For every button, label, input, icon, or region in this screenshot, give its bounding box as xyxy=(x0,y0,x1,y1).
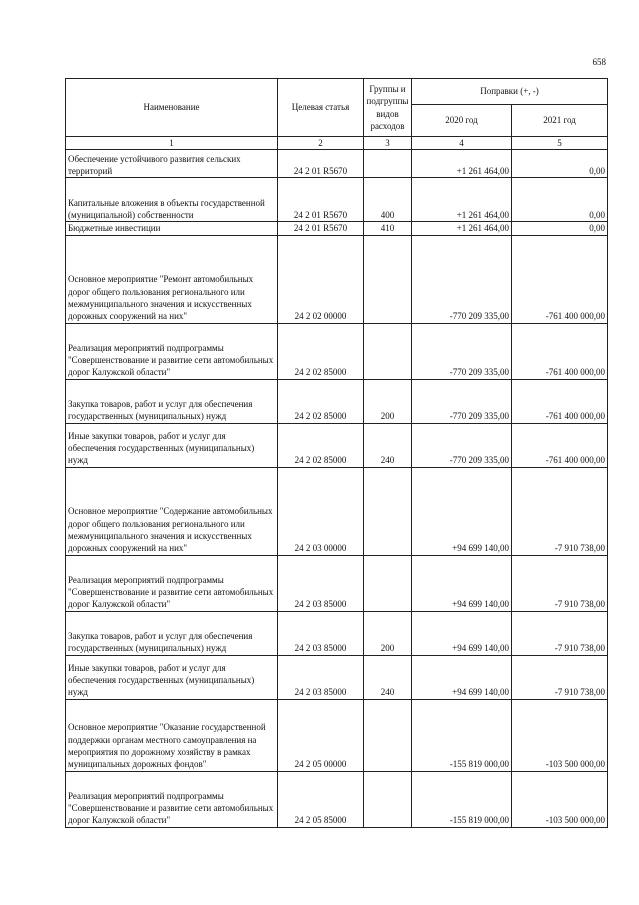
row-code: 24 2 03 85000 xyxy=(278,611,364,655)
table-row xyxy=(66,379,608,423)
row-group xyxy=(364,467,412,555)
row-2020: -770 209 335,00 xyxy=(412,423,512,467)
table-row xyxy=(66,323,608,379)
row-2020: +94 699 140,00 xyxy=(412,467,512,555)
header-name: Наименование xyxy=(66,79,278,137)
row-name: Реализация мероприятий подпрограммы "Совершенствование и развитие сети автомобильных дорог Калужской области" xyxy=(66,555,278,611)
row-2021: -761 400 000,00 xyxy=(512,379,608,423)
row-name: Реализация мероприятий подпрограммы "Совершенствование и развитие сети автомобильных дорог Калужской области" xyxy=(66,771,278,827)
row-name: Закупка товаров, работ и услуг для обеспечения государственных (муниципальных) нужд xyxy=(66,379,278,423)
table-row xyxy=(66,655,608,699)
row-2021: 0,00 xyxy=(512,222,608,235)
row-code: 24 2 05 00000 xyxy=(278,699,364,771)
row-name: Бюджетные инвестиции xyxy=(66,222,278,235)
column-index: 3 xyxy=(364,137,412,150)
row-2020: +94 699 140,00 xyxy=(412,655,512,699)
row-2020: -770 209 335,00 xyxy=(412,323,512,379)
header-corrections: Поправки (+, -) xyxy=(412,79,608,105)
row-2020: +94 699 140,00 xyxy=(412,611,512,655)
row-name: Основное мероприятие "Ремонт автомобильных дорог общего пользования регионального или межмуниципального значения и искусственных дорожных сооружений на них" xyxy=(66,235,278,323)
row-2021: -761 400 000,00 xyxy=(512,423,608,467)
row-2021: -7 910 738,00 xyxy=(512,467,608,555)
row-2020: +1 261 464,00 xyxy=(412,222,512,235)
row-code: 24 2 02 85000 xyxy=(278,423,364,467)
row-group: 200 xyxy=(364,611,412,655)
row-code: 24 2 02 00000 xyxy=(278,235,364,323)
table-row xyxy=(66,150,608,178)
row-2021: -103 500 000,00 xyxy=(512,699,608,771)
row-2020: -155 819 000,00 xyxy=(412,771,512,827)
row-code: 24 2 01 R5670 xyxy=(278,222,364,235)
row-code: 24 2 03 85000 xyxy=(278,655,364,699)
row-2021: 0,00 xyxy=(512,178,608,222)
column-index-row xyxy=(66,137,608,150)
row-code: 24 2 03 85000 xyxy=(278,555,364,611)
header-article: Целевая статья xyxy=(278,79,364,137)
row-2020: -155 819 000,00 xyxy=(412,699,512,771)
row-name: Иные закупки товаров, работ и услуг для обеспечения государственных (муниципальных) нужд xyxy=(66,423,278,467)
row-code: 24 2 02 85000 xyxy=(278,323,364,379)
row-group: 240 xyxy=(364,655,412,699)
row-group: 240 xyxy=(364,423,412,467)
row-code: 24 2 01 R5670 xyxy=(278,178,364,222)
table-row xyxy=(66,611,608,655)
row-group: 400 xyxy=(364,178,412,222)
row-name: Иные закупки товаров, работ и услуг для обеспечения государственных (муниципальных) нужд xyxy=(66,655,278,699)
row-group: 410 xyxy=(364,222,412,235)
page-number: 658 xyxy=(592,57,606,67)
row-code: 24 2 02 85000 xyxy=(278,379,364,423)
row-code: 24 2 05 85000 xyxy=(278,771,364,827)
row-2021: -103 500 000,00 xyxy=(512,771,608,827)
row-group xyxy=(364,150,412,178)
row-name: Обеспечение устойчивого развития сельских территорий xyxy=(66,150,278,178)
row-2021: -7 910 738,00 xyxy=(512,655,608,699)
row-name: Капитальные вложения в объекты государственной (муниципальной) собственности xyxy=(66,178,278,222)
row-2020: -770 209 335,00 xyxy=(412,379,512,423)
table-row xyxy=(66,222,608,235)
table-row xyxy=(66,771,608,827)
row-code: 24 2 01 R5670 xyxy=(278,150,364,178)
row-group: 200 xyxy=(364,379,412,423)
row-name: Закупка товаров, работ и услуг для обеспечения государственных (муниципальных) нужд xyxy=(66,611,278,655)
column-index: 2 xyxy=(278,137,364,150)
row-2021: -761 400 000,00 xyxy=(512,235,608,323)
row-2021: 0,00 xyxy=(512,150,608,178)
header-year-2021: 2021 год xyxy=(512,105,608,137)
column-index: 1 xyxy=(66,137,278,150)
row-name: Реализация мероприятий подпрограммы "Совершенствование и развитие сети автомобильных дорог Калужской области" xyxy=(66,323,278,379)
row-2020: +94 699 140,00 xyxy=(412,555,512,611)
header-year-2020: 2020 год xyxy=(412,105,512,137)
row-group xyxy=(364,771,412,827)
row-code: 24 2 03 00000 xyxy=(278,467,364,555)
table-row xyxy=(66,467,608,555)
table-row xyxy=(66,423,608,467)
column-index: 5 xyxy=(512,137,608,150)
row-2021: -761 400 000,00 xyxy=(512,323,608,379)
budget-corrections-table xyxy=(65,78,608,828)
row-2020: +1 261 464,00 xyxy=(412,178,512,222)
row-2021: -7 910 738,00 xyxy=(512,555,608,611)
row-group xyxy=(364,699,412,771)
row-name: Основное мероприятие "Содержание автомобильных дорог общего пользования регионального или межмуниципального значения и искусственных дорожных сооружений на них" xyxy=(66,467,278,555)
row-group xyxy=(364,323,412,379)
row-group xyxy=(364,555,412,611)
row-2020: +1 261 464,00 xyxy=(412,150,512,178)
table-row xyxy=(66,699,608,771)
header-groups: Группы и подгруппы видов расходов xyxy=(364,79,412,137)
table-row xyxy=(66,235,608,323)
table-row xyxy=(66,178,608,222)
row-2021: -7 910 738,00 xyxy=(512,611,608,655)
row-2020: -770 209 335,00 xyxy=(412,235,512,323)
row-group xyxy=(364,235,412,323)
row-name: Основное мероприятие "Оказание государственной поддержки органам местного самоуправления на мероприятия по дорожному хозяйству в рамках муниципальных дорожных фондов" xyxy=(66,699,278,771)
column-index: 4 xyxy=(412,137,512,150)
table-row xyxy=(66,555,608,611)
